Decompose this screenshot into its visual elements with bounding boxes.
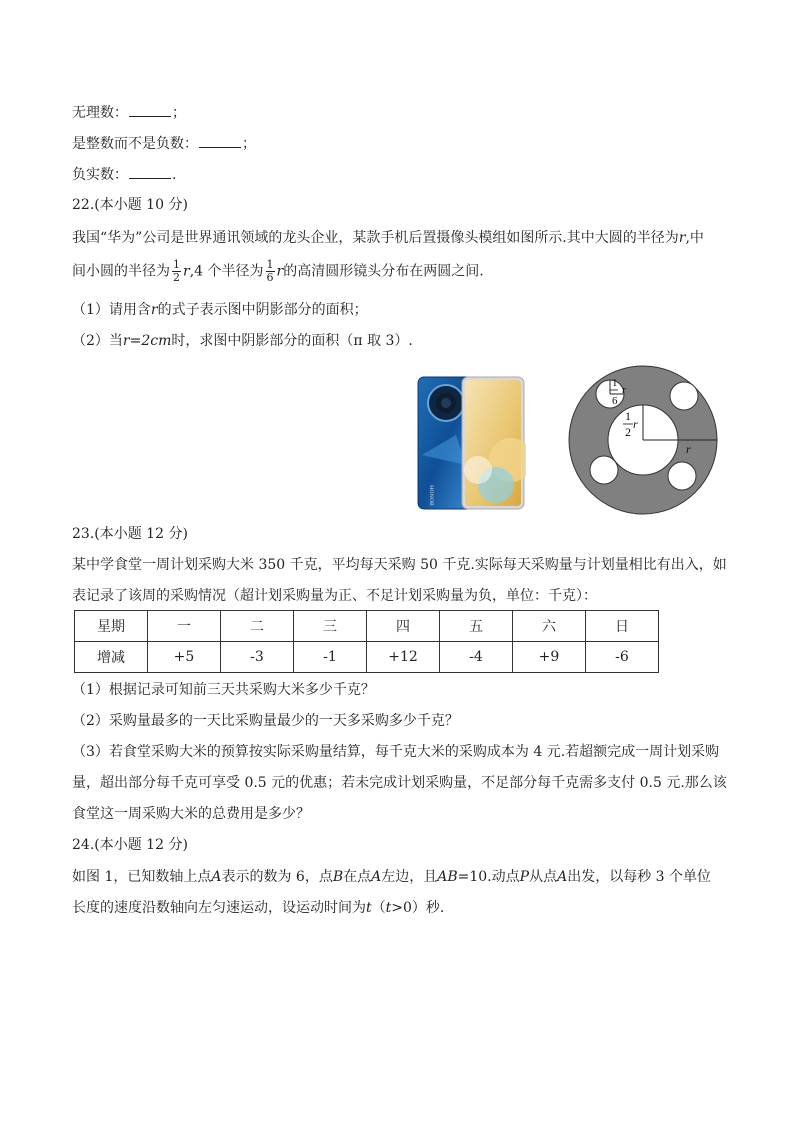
small-r-label: r: [622, 384, 627, 396]
var-A: A: [371, 869, 382, 885]
punct: ；: [172, 105, 186, 121]
table-row: [75, 642, 659, 673]
table-cell: -3: [221, 642, 294, 673]
q22-text: 的式子表示图中阴影部分的面积；: [157, 302, 368, 318]
table-cell: 三: [294, 611, 367, 642]
table-cell: 二: [221, 611, 294, 642]
table-cell: -1: [294, 642, 367, 673]
q24-para-2: [72, 898, 444, 918]
q23-sub1: （1）根据记录可知前三天共采购大米多少千克？: [72, 682, 375, 698]
phone-image: [416, 375, 526, 511]
q22-para-1: [72, 228, 704, 248]
q22-text: ,4 个半径为: [189, 263, 264, 280]
frac-num: 1: [173, 258, 180, 271]
table-cell: 一: [148, 611, 221, 642]
q24-para-1: [72, 867, 711, 887]
q22-header: 22.(本小题 10 分): [72, 197, 188, 213]
var-r: r: [276, 263, 284, 280]
frac-num: 1: [266, 258, 274, 271]
var-r: r: [183, 263, 190, 280]
small-frac-den: 6: [612, 395, 618, 407]
frac-den: 6: [266, 271, 274, 284]
q24-header: 24.(本小题 12 分): [72, 837, 188, 853]
frac-den: 2: [173, 271, 180, 284]
punct: ；: [242, 136, 256, 152]
q22-sub1: [72, 300, 368, 320]
table-cell: 五: [440, 611, 513, 642]
mid-frac-den: 2: [625, 425, 631, 439]
q23-sub2: （2）采购量最多的一天比采购量最少的一天多采购多少千克？: [72, 713, 459, 729]
phone-brand: HONOR: [428, 485, 434, 506]
table-cell: 星期: [75, 611, 148, 642]
q24-text: 长度的速度沿数轴向左匀速运动，设运动时间为: [72, 900, 366, 916]
fraction-sixth: [266, 259, 275, 284]
lens-circle: [670, 382, 698, 410]
table-cell: 四: [367, 611, 440, 642]
irrational-line: [72, 102, 186, 123]
var-A: A: [557, 869, 568, 885]
q22-para-2: [72, 259, 484, 284]
table-cell: +12: [367, 642, 440, 673]
lens-circle: [590, 456, 618, 484]
var-P: P: [519, 869, 530, 885]
irrational-label: 无理数：: [72, 105, 128, 121]
var-B: B: [332, 869, 344, 885]
q23-sub3-line2: 量，超出部分每千克可享受 0.5 元的优惠；若未完成计划采购量，不足部分每千克需多支付 0.5 元.那么该: [72, 775, 727, 791]
q24-text: 表示的数为 6，点: [221, 869, 333, 885]
int-nonneg-line: [72, 133, 256, 154]
big-r-label: r: [686, 442, 691, 456]
neg-real-blank[interactable]: [129, 164, 171, 179]
table-cell: 日: [586, 611, 659, 642]
q24-text: =10.动点: [457, 869, 520, 885]
q23-sub3-line1: （3）若食堂采购大米的预算按实际采购量结算，每千克大米的采购成本为 4 元.若超额完成一周计划采购: [72, 744, 720, 760]
mid-frac-num: 1: [625, 409, 631, 423]
fraction-half: [172, 259, 181, 284]
ring-diagram: [566, 364, 720, 516]
q23-header: 23.(本小题 12 分): [72, 526, 188, 542]
q22-text: 的高清圆形镜头分布在两圆之间.: [283, 263, 484, 280]
int-nonneg-blank[interactable]: [199, 133, 241, 148]
q23-sub3-line3: 食堂这一周采购大米的总费用是多少？: [72, 806, 310, 822]
lens-circle: [668, 462, 696, 490]
purchase-table: [74, 610, 659, 673]
q22-sub2: [72, 331, 413, 351]
q22-text: 我国“华为”公司是世界通讯领域的龙头企业，某款手机后置摄像头模组如图所示.其中大圆的半径为: [72, 230, 679, 246]
neg-real-label: 负实数：: [72, 167, 128, 183]
var-r: r: [150, 302, 158, 318]
q24-text: >0）秒.: [391, 900, 445, 916]
q22-text: （1）请用含: [72, 302, 151, 318]
var-A: A: [211, 869, 222, 885]
q22-text: 间小圆的半径为: [72, 263, 170, 280]
table-cell: +5: [148, 642, 221, 673]
q22-text: 时，求图中阴影部分的面积（π 取 3）.: [171, 333, 413, 349]
neg-real-line: [72, 164, 176, 185]
int-nonneg-label: 是整数而不是负数：: [72, 136, 198, 152]
var-r-value: r=2cm: [122, 333, 172, 349]
var-t: t: [366, 900, 372, 916]
q24-text: 从点: [529, 869, 558, 885]
table-cell: -4: [440, 642, 513, 673]
q24-text: 如图 1，已知数轴上点: [72, 869, 212, 885]
q24-text: 左边，且: [381, 869, 438, 885]
q24-text: 出发，以每秒 3 个单位: [567, 869, 712, 885]
q23-para-1: 某中学食堂一周计划采购大米 350 千克，平均每天采购 50 千克.实际每天采购量与计划量相比有出入，如: [72, 557, 727, 573]
small-frac-num: 1: [612, 377, 618, 389]
var-AB: AB: [437, 869, 458, 885]
q22-text: （2）当: [72, 333, 123, 349]
irrational-blank[interactable]: [129, 102, 171, 117]
table-cell: -6: [586, 642, 659, 673]
q22-text: ,中: [685, 230, 704, 246]
q24-text: 在点: [343, 869, 372, 885]
table-header-row: [75, 611, 659, 642]
mid-r-label: r: [633, 417, 638, 431]
var-t: t: [385, 900, 392, 916]
q24-text: （: [371, 900, 386, 916]
table-cell: +9: [513, 642, 586, 673]
q23-para-2: 表记录了该周的采购情况（超计划采购量为正、不足计划采购量为负，单位：千克）：: [72, 588, 597, 604]
table-cell: 增减: [75, 642, 148, 673]
table-cell: 六: [513, 611, 586, 642]
var-r: r: [678, 230, 686, 246]
punct: .: [172, 167, 177, 183]
